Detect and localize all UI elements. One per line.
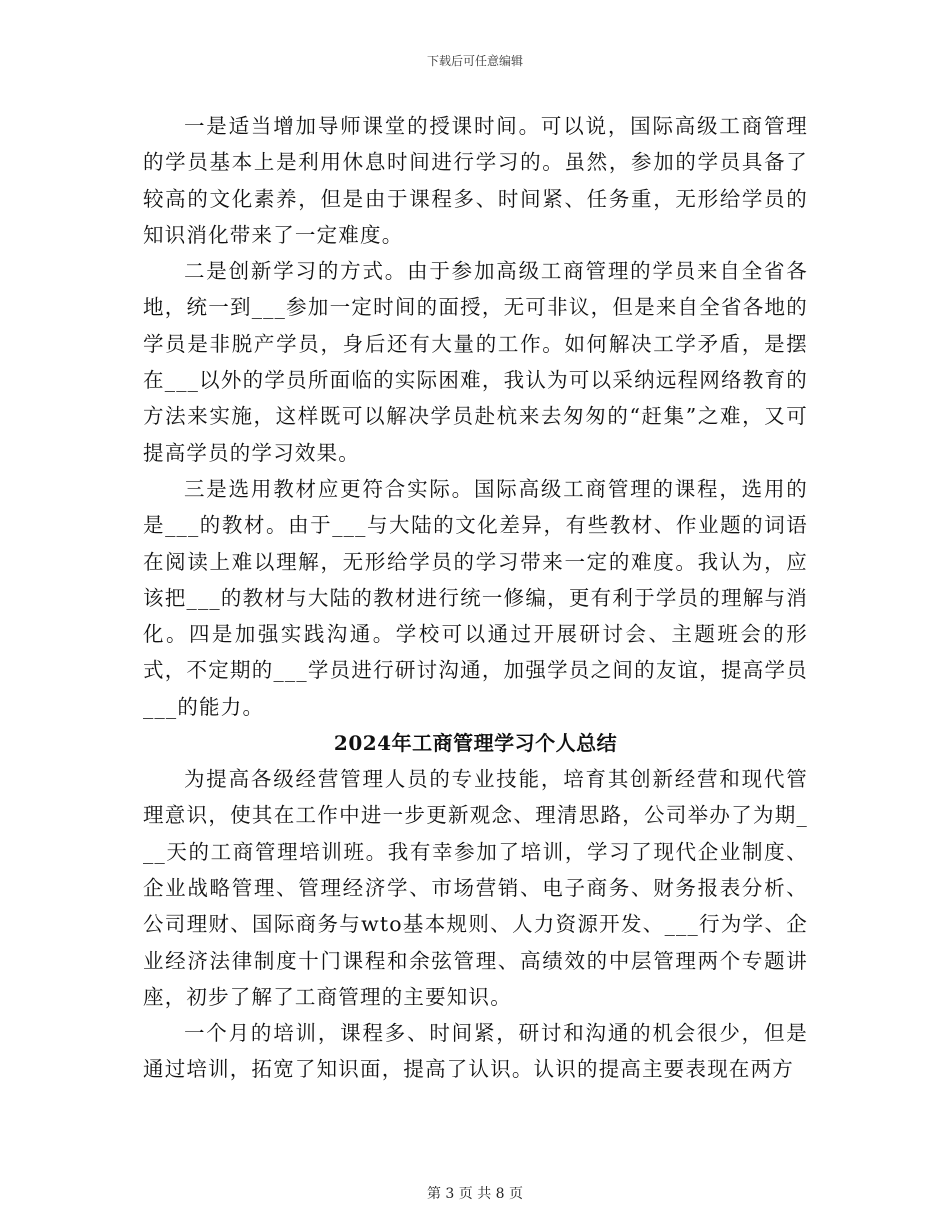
paragraph-3: 三是选用教材应更符合实际。国际高级工商管理的课程，选用的是___的教材。由于___与大陆的文化差异，有些教材、作业题的词语在阅读上难以理解，无形给学员的学习带来一定的难度。我认为，应该把___的教材与大陆的教材进行统一修编，更有利于学员的理解与消化。四是加强实践沟通。学校可以通过开展研讨会、主题班会的形式，不定期的___学员进行研讨沟通，加强学员之间的友谊，提高学员___的能力。 [143, 476, 808, 719]
document-body [143, 108, 808, 1088]
section-title: 2024年工商管理学习个人总结 [333, 731, 618, 756]
page-footer: 第 3 页 共 8 页 [426, 1186, 524, 1202]
paragraph-4: 为提高各级经营管理人员的专业技能，培育其创新经营和现代管理意识，使其在工作中进一步更新观念、理清思路，公司举办了为期___天的工商管理培训班。我有幸参加了培训，学习了现代企业制度、企业战略管理、管理经济学、市场营销、电子商务、财务报表分析、公司理财、国际商务与wto基本规则、人力资源开发、___行为学、企业经济法律制度十门课程和余弦管理、高绩效的中层管理两个专题讲座，初步了解了工商管理的主要知识。 [143, 767, 808, 1009]
paragraph-5: 一个月的培训，课程多、时间紧，研讨和沟通的机会很少，但是通过培训，拓宽了知识面，提高了认识。认识的提高主要表现在两方 [143, 1021, 808, 1082]
paragraph-1: 一是适当增加导师课堂的授课时间。可以说，国际高级工商管理的学员基本上是利用休息时间进行学习的。虽然，参加的学员具备了较高的文化素养，但是由于课程多、时间紧、任务重，无形给学员的知识消化带来了一定难度。 [143, 114, 808, 247]
paragraph-2: 二是创新学习的方式。由于参加高级工商管理的学员来自全省各地，统一到___参加一定时间的面授，无可非议，但是来自全省各地的学员是非脱产学员，身后还有大量的工作。如何解决工学矛盾，是摆在___以外的学员所面临的实际困难，我认为可以采纳远程网络教育的方法来实施，这样既可以解决学员赴杭来去匆匆的“赶集”之难，又可提高学员的学习效果。 [143, 259, 808, 465]
page-header: 下载后可任意编辑 [426, 54, 523, 68]
